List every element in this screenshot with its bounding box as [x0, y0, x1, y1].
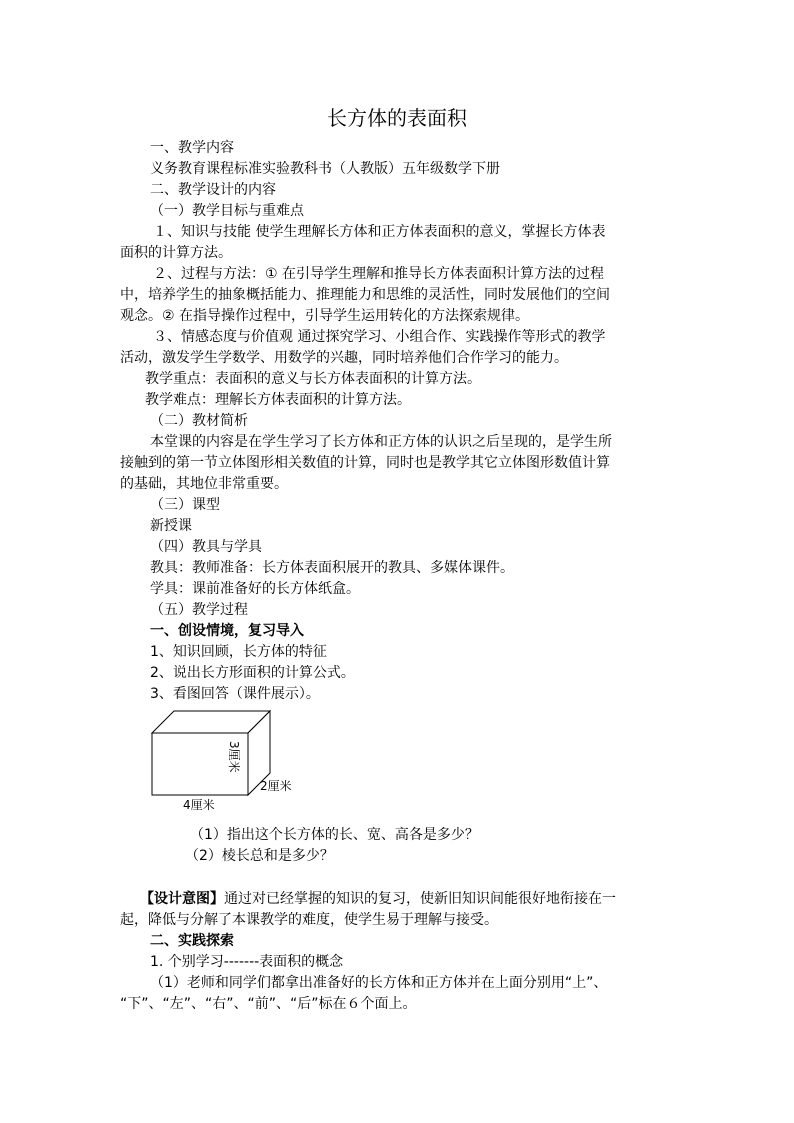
- bold-heading: 二、实践探索: [150, 933, 234, 949]
- text-line: 的基础，其地位非常重要。: [120, 476, 288, 492]
- document-title: 长方体的表面积: [327, 106, 467, 130]
- text-line: 接触到的第一节立体图形相关数值的计算，同时也是教学其它立体图形数值计算: [120, 455, 610, 471]
- section-heading: 二、教学设计的内容: [150, 182, 276, 198]
- bold-heading: 一、创设情境，复习导入: [150, 623, 304, 639]
- text-line: 教学重点：表面积的意义与长方体表面积的计算方法。: [145, 371, 481, 387]
- subsection-heading: （三）课型: [150, 497, 220, 513]
- text-line: 起，降低与分解了本课教学的难度，使学生易于理解与接受。: [120, 912, 498, 928]
- text-line: “下”、“左”、“右”、“前”、“后”标在６个面上。: [120, 996, 417, 1012]
- text-line: ２、过程与方法：① 在引导学生理解和推导长方体表面积计算方法的过程: [153, 266, 604, 282]
- text-line: 面积的计算方法。: [120, 245, 232, 261]
- width-label: 2厘米: [260, 779, 292, 793]
- section-heading: 一、教学内容: [150, 140, 234, 156]
- text-line: 本堂课的内容是在学生学习了长方体和正方体的认识之后呈现的，是学生所: [150, 434, 612, 450]
- text-line: （1）老师和同学们都拿出准备好的长方体和正方体并在上面分别用“上”、: [150, 975, 608, 991]
- text-line: 教学难点：理解长方体表面积的计算方法。: [145, 392, 411, 408]
- subsection-heading: （二）教材简析: [150, 413, 248, 429]
- text-line: 新授课: [150, 518, 192, 534]
- cuboid-figure: [150, 703, 310, 813]
- text-line: 1. 个别学习-------表面积的概念: [150, 954, 344, 970]
- subsection-heading: （五）教学过程: [150, 602, 248, 618]
- subsection-heading: （四）教具与学具: [150, 539, 262, 555]
- text-line: 观念。② 在指导操作过程中，引导学生运用转化的方法探索规律。: [120, 308, 529, 324]
- text-line: 中，培养学生的抽象概括能力、推理能力和思维的灵活性，同时发展他们的空间: [120, 287, 610, 303]
- height-label: 3厘米: [227, 741, 241, 773]
- text-line: 活动，激发学生学数学、用数学的兴趣，同时培养他们合作学习的能力。: [120, 350, 568, 366]
- question-line: （1）指出这个长方体的长、宽、高各是多少？: [190, 827, 479, 843]
- text-line: 2、说出长方形面积的计算公式。: [150, 665, 355, 681]
- length-label: 4厘米: [183, 798, 215, 812]
- text-line: ３、情感态度与价值观 通过探究学习、小组合作、实践操作等形式的教学: [153, 329, 606, 345]
- design-intent-line: [140, 890, 616, 908]
- text-line: 学具：课前准备好的长方体纸盒。: [150, 581, 360, 597]
- text-line: １、知识与技能 使学生理解长方体和正方体表面积的意义，掌握长方体表: [153, 224, 606, 240]
- text-line: 1、知识回顾，长方体的特征: [150, 644, 327, 660]
- text-line: 义务教育课程标准实验教科书（人教版）五年级数学下册: [150, 161, 500, 177]
- design-intent-text: 通过对已经掌握的知识的复习，使新旧知识间能很好地衔接在一: [224, 891, 616, 907]
- subsection-heading: （一）教学目标与重难点: [150, 203, 304, 219]
- question-line: （2）棱长总和是多少？: [185, 848, 334, 864]
- text-line: 3、看图回答（课件展示）。: [150, 686, 320, 702]
- design-intent-label: 【设计意图】: [140, 891, 224, 907]
- text-line: 教具：教师准备：长方体表面积展开的教具、多媒体课件。: [150, 560, 514, 576]
